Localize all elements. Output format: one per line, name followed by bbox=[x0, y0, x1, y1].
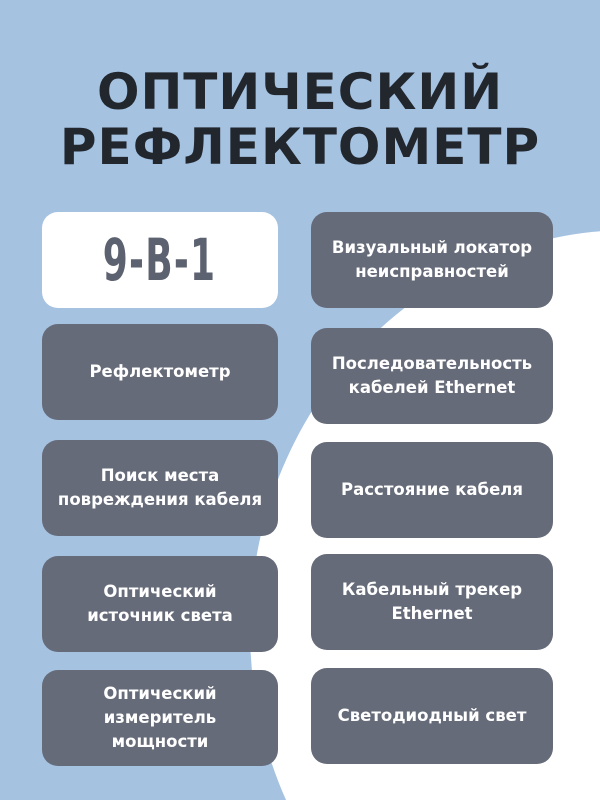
feature-card-cable-length bbox=[311, 442, 553, 538]
feature-label: Визуальный локатор неисправностей bbox=[331, 238, 533, 281]
feature-label: Расстояние кабеля bbox=[341, 480, 523, 499]
feature-label: Поиск места повреждения кабеля bbox=[57, 466, 263, 509]
feature-label: Оптический источник света bbox=[87, 582, 233, 625]
feature-card-fault-finder bbox=[42, 440, 278, 536]
title-line-1: ОПТИЧЕСКИЙ bbox=[96, 63, 504, 121]
title-line-2: РЕФЛЕКТОМЕТР bbox=[59, 118, 541, 176]
feature-label: Кабельный трекер Ethernet bbox=[341, 580, 523, 623]
feature-card-ethernet-tracker bbox=[311, 554, 553, 650]
feature-card-led-light bbox=[311, 668, 553, 764]
feature-label: Рефлектометр bbox=[89, 362, 231, 381]
feature-label: Светодиодный свет bbox=[337, 706, 527, 725]
feature-card-otdr bbox=[42, 324, 278, 420]
badge-label: 9-В-1 bbox=[103, 226, 217, 294]
feature-label: Оптический измеритель мощности bbox=[103, 684, 217, 751]
feature-card-light-source bbox=[42, 556, 278, 652]
feature-label: Последовательность кабелей Ethernet bbox=[331, 354, 533, 397]
feature-card-vfl bbox=[311, 212, 553, 308]
feature-card-ethernet-sequence bbox=[311, 328, 553, 424]
badge-9-in-1 bbox=[42, 212, 278, 308]
feature-card-power-meter bbox=[42, 670, 278, 766]
